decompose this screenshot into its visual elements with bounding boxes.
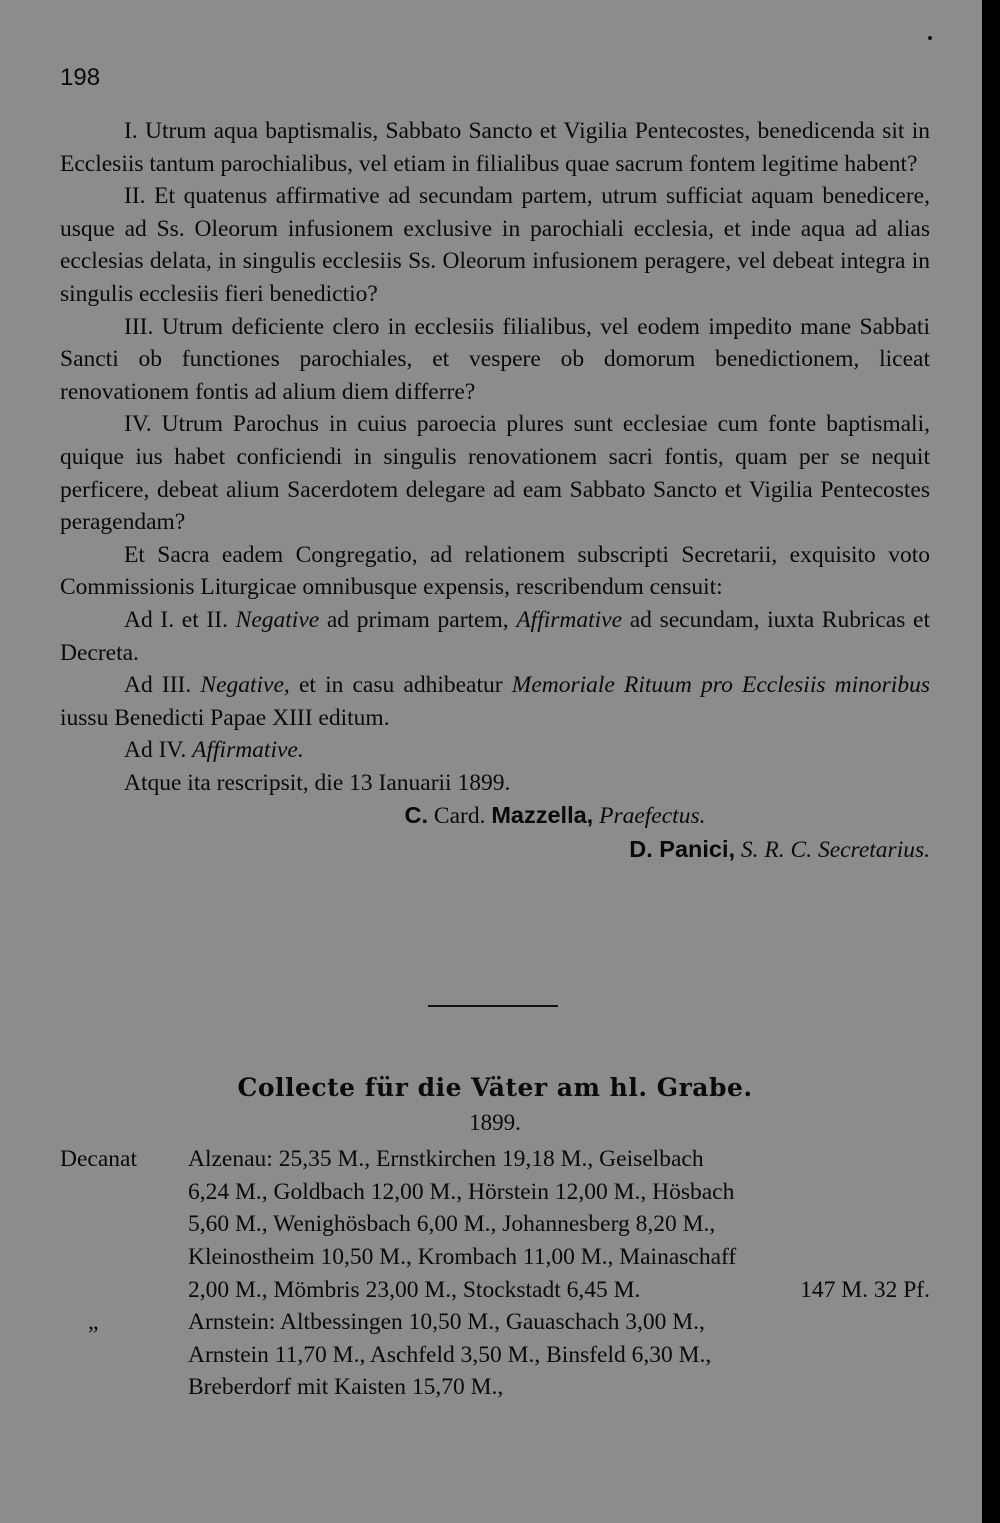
question-2: II. Et quatenus affirmative ad secundam partem, utrum sufficiat aquam benedicere, usque ad Ss. Oleorum infusionem exclusive in parochiali ecclesia, et inde aqua ad alias ecclesias delata, in singulis ecclesiis Ss. Oleorum infusionem peragere, vel debeat integra in singulis ecclesiis fieri benedictio?: [60, 183, 930, 307]
congregatio-paragraph: Et Sacra eadem Congregatio, ad relationem subscripti Secretarii, exquisito voto Commissionis Liturgicae omnibusque expensis, rescribendum censuit:: [60, 541, 930, 601]
entry-label: Decanat: [60, 1146, 137, 1173]
atque-line: Atque ita rescripsit, die 13 Ianuarii 1899.: [124, 769, 511, 796]
speck-mark: [928, 36, 932, 40]
signature-prefect: C. Card. Mazzella, Praefectus.: [404, 802, 706, 830]
entry-text: Alzenau: 25,35 M., Ernstkirchen 19,18 M., Geiselbach 6,24 M., Goldbach 12,00 M., Hörstein 12,00 M., Hösbach 5,60 M., Wenighösbach 6,00 M., Johannesberg 8,20 M., Kleinostheim 10,50 M., Krombach 11,00 M., Mainaschaff 2,00 M., Mömbris 23,00 M., Stockstadt 6,45 M.: [188, 1146, 737, 1303]
question-1: I. Utrum aqua baptismalis, Sabbato Sancto et Vigilia Pentecostes, benedicenda sit in Ecclesiis tantum parochialibus, vel etiam in filialibus quae sacrum fontem legitime habent?: [60, 118, 930, 177]
list-item: [60, 1143, 930, 1306]
collecte-year: 1899.: [469, 1109, 521, 1135]
collecte-section: [60, 1072, 930, 1404]
answer-4: Ad IV. Affirmative.: [124, 737, 304, 764]
entry-text: Arnstein: Altbessingen 10,50 M., Gauaschach 3,00 M., Arnstein 11,70 M., Aschfeld 3,50 M., Binsfeld 6,30 M., Breberdorf mit Kaisten 15,70 M.,: [188, 1309, 712, 1401]
entry-label: „: [88, 1309, 99, 1336]
collecte-heading: Collecte für die Väter am hl. Grabe.: [237, 1073, 753, 1102]
page-number: 198: [60, 64, 101, 91]
answer-1-2: Ad I. et II. Negative ad primam partem, Affirmative ad secundam, iuxta Rubricas et Decreta.: [60, 606, 930, 666]
question-3: III. Utrum deficiente clero in ecclesiis filialibus, vel eodem impedito mane Sabbati Sancti ob functiones parochiales, et vespere ob domorum benedictionem, liceat renovationem fontis ad alium diem differre?: [60, 313, 930, 405]
list-item: [60, 1306, 930, 1404]
answer-3: Ad III. Negative, et in casu adhibeatur Memoriale Rituum pro Ecclesiis minoribus iussu Benedicti Papae XIII editum.: [60, 672, 930, 731]
divider-rule: [428, 1005, 558, 1007]
decree-text: [60, 115, 930, 867]
question-4: IV. Utrum Parochus in cuius paroecia plures sunt ecclesiae cum fonte baptismali, quique ius habet conficiendi in singulis renovationem sacri fontis, quam per se nequit perficere, debeat alium Sacerdotem delegare ad eam Sabbato Sancto et Vigilia Pentecostes peragendam?: [60, 411, 930, 536]
entry-sum: 147 M. 32 Pf.: [800, 1276, 930, 1303]
signature-secretary: D. Panici, S. R. C. Secretarius.: [629, 836, 930, 864]
